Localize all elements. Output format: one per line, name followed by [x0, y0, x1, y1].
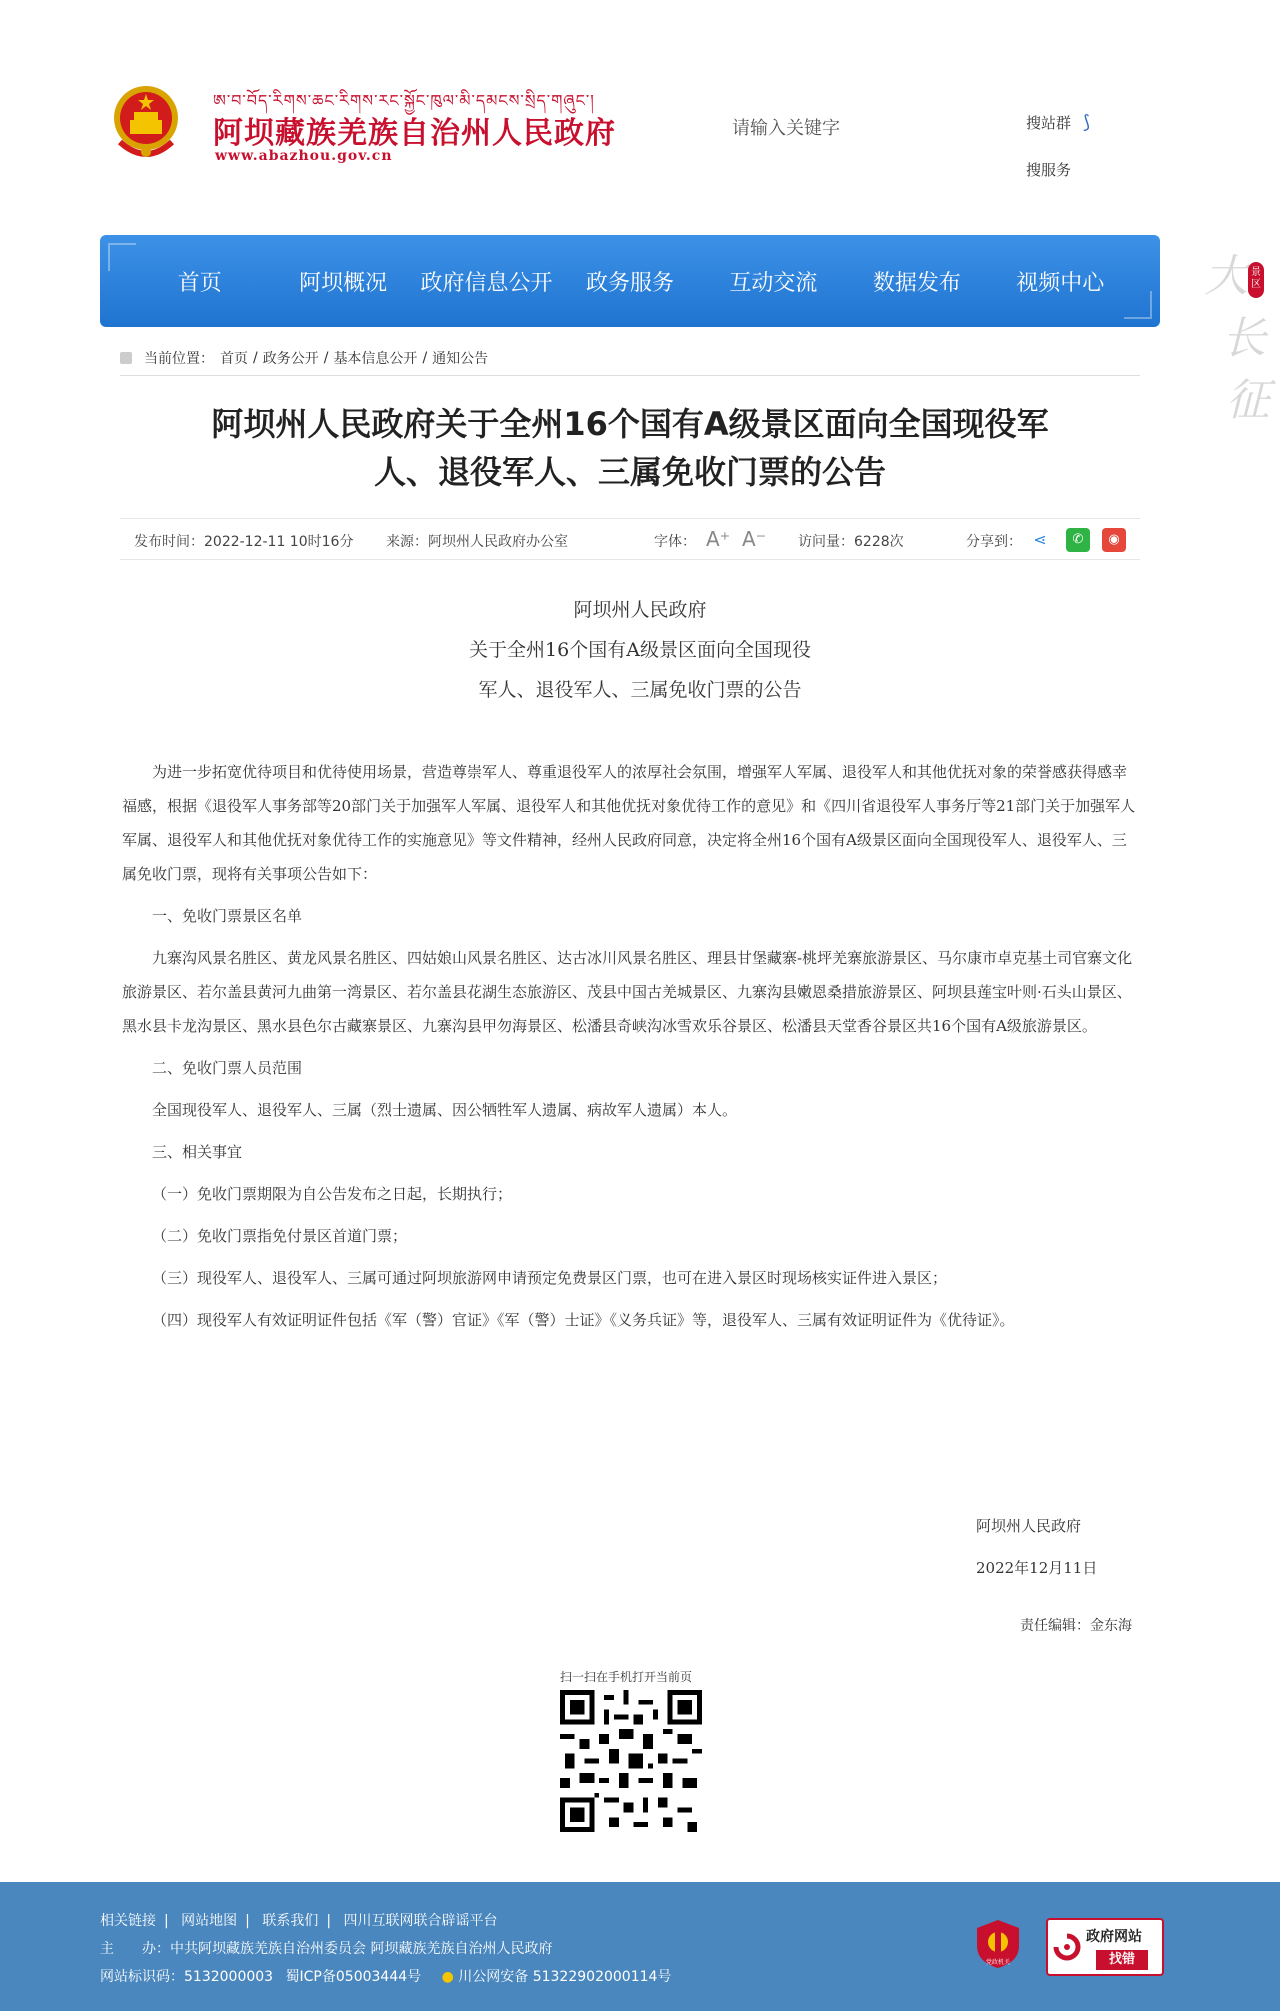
responsible-editor: 责任编辑：金东海	[1020, 1618, 1132, 1634]
body-paragraph: 为进一步拓宽优待项目和优待使用场景，营造尊崇军人、尊重退役军人的浓厚社会氛围，增强军人军属、退役军人和其他优抚对象的荣誉感获得感幸福感，根据《退役军人事务部等20部门关于加强军人军属、退役军人和其他优抚对象优待工作的意见》和《四川省退役军人事务厅等21部门关于加强军人军属、退役军人和其他优抚对象优待工作的实施意见》等文件精神，经州人民政府同意，决定将全州16个国有A级景区面向全国现役军人、退役军人、三属免收门票，现将有关事项公告如下：	[122, 763, 1136, 883]
body-paragraph: （二）免收门票指免付景区首道门票；	[152, 1227, 408, 1245]
qr-code-icon	[560, 1690, 702, 1832]
party-gov-badge-text: 党政机关	[985, 1959, 1011, 1966]
share-label: 分享到：	[966, 534, 1022, 550]
breadcrumb-separator: /	[253, 349, 258, 366]
police-record[interactable]: 川公网安备 51322902000114号	[458, 1969, 672, 1985]
decoration-char: 征	[1226, 375, 1270, 426]
nav-item-home[interactable]: 首页	[177, 270, 222, 296]
weibo-icon[interactable]: ◉	[1102, 528, 1126, 552]
nav-item-overview[interactable]: 阿坝概况	[299, 270, 388, 296]
share-icon[interactable]: ⋖	[1033, 530, 1047, 549]
search-icon[interactable]: ⟆	[1083, 112, 1091, 133]
font-decrease-button[interactable]: A⁻	[742, 527, 767, 551]
font-size-label: 字体：	[654, 534, 696, 550]
body-paragraph: 九寨沟风景名胜区、黄龙风景名胜区、四姑娘山风景名胜区、达古冰川风景名胜区、理县甘堡藏寨-桃坪羌寨旅游景区、马尔康市卓克基土司官寨文化旅游景区、若尔盖县黄河九曲第一湾景区、若尔盖县花湖生态旅游区、茂县中国古羌城景区、九寨沟县嫩恩桑措旅游景区、阿坝县莲宝叶则·石头山景区、黑水县卡龙沟景区、黑水县色尔古藏寨景区、九寨沟县甲勿海景区、松潘县奇峡沟冰雪欢乐谷景区、松潘县天堂香谷景区共16个国有A级旅游景区。	[122, 949, 1133, 1035]
gov-site-label: 政府网站	[1086, 1929, 1142, 1945]
visit-count: 访问量：6228次	[798, 534, 904, 550]
site-id: 网站标识码：5132000003	[100, 1969, 274, 1985]
document-heading-line: 关于全州16个国有A级景区面向全国现役	[469, 639, 811, 661]
site-title-tibetan: ཨ་བ་བོད་རིགས་ཆང་རིགས་རང་སྐྱོང་ཁུལ་མི་དམངས་སྲིད་གཞུང་།	[213, 91, 595, 110]
article-title	[140, 400, 1120, 496]
decoration-char: 大	[1204, 251, 1248, 302]
document-heading-line: 阿坝州人民政府	[573, 599, 707, 621]
footer-registration	[100, 1966, 671, 1986]
section-heading: 二、免收门票人员范围	[152, 1059, 303, 1077]
search-site-group-button[interactable]	[1026, 112, 1090, 133]
decoration-char: 长	[1222, 313, 1266, 364]
breadcrumb-separator: /	[422, 349, 428, 366]
section-heading: 一、免收门票景区名单	[152, 907, 303, 925]
search-service-button[interactable]: 搜服务	[1026, 161, 1072, 179]
footer-host: 主 办：中共阿坝藏族羌族自治州委员会 阿坝藏族羌族自治州人民政府	[100, 1941, 553, 1957]
police-badge-icon: ●	[441, 1969, 454, 1985]
document-heading	[200, 590, 1080, 710]
scenic-badge: 景区	[1248, 262, 1264, 298]
document-heading-line: 军人、退役军人、三属免收门票的公告	[478, 679, 802, 701]
breadcrumb-basic-info[interactable]: 基本信息公开	[333, 350, 418, 367]
signature-date: 2022年12月11日	[976, 1559, 1098, 1577]
location-icon	[120, 352, 132, 364]
article-title-line: 阿坝州人民政府关于全州16个国有A级景区面向全国现役军	[211, 405, 1049, 443]
breadcrumb-home[interactable]: 首页	[220, 350, 248, 367]
body-paragraph: （四）现役军人有效证明证件包括《军（警）官证》《军（警）士证》《义务兵证》等，退役军人、三属有效证明证件为《优待证》。	[152, 1311, 1015, 1329]
article-meta	[120, 518, 1140, 560]
footer-link-rumor[interactable]: 四川互联网联合辟谣平台	[343, 1913, 498, 1929]
site-title[interactable]: 阿坝藏族羌族自治州人民政府	[213, 116, 616, 151]
font-increase-button[interactable]: A⁺	[706, 527, 731, 551]
icp-record[interactable]: 蜀ICP备05003444号	[285, 1969, 422, 1985]
nav-item-interaction[interactable]: 互动交流	[729, 270, 818, 296]
breadcrumb-prefix: 当前位置：	[144, 350, 214, 367]
site-url[interactable]: www.abazhou.gov.cn	[215, 148, 393, 164]
nav-corner-ornament	[108, 243, 136, 271]
site-footer	[0, 1882, 1280, 2011]
breadcrumb	[120, 340, 1140, 376]
breadcrumb-gov-open[interactable]: 政务公开	[262, 350, 319, 367]
article-title-line: 人、退役军人、三属免收门票的公告	[373, 453, 886, 491]
footer-link-related[interactable]: 相关链接	[100, 1913, 156, 1929]
long-march-decoration[interactable]	[1196, 240, 1280, 440]
wechat-icon[interactable]: ✆	[1066, 528, 1090, 552]
publish-time: 发布时间：2022-12-11 10时16分	[134, 534, 354, 550]
nav-item-gov-info[interactable]: 政府信息公开	[420, 270, 553, 296]
signature-block	[976, 1505, 1097, 1589]
national-emblem-icon	[110, 82, 182, 162]
breadcrumb-notice[interactable]: 通知公告	[432, 350, 489, 367]
search-input[interactable]	[732, 110, 992, 146]
nav-corner-ornament	[1124, 291, 1152, 319]
nav-item-video[interactable]: 视频中心	[1016, 270, 1105, 296]
error-report-label: 找错	[1096, 1950, 1148, 1970]
article-body	[122, 755, 1138, 1345]
body-paragraph: （三）现役军人、退役军人、三属可通过阿坝旅游网申请预定免费景区门票，也可在进入景区时现场核实证件进入景区；	[152, 1269, 948, 1287]
nav-item-services[interactable]: 政务服务	[585, 270, 674, 296]
footer-link-sitemap[interactable]: 网站地图	[181, 1913, 238, 1929]
breadcrumb-separator: /	[323, 349, 329, 366]
search-site-group-label: 搜站群	[1026, 114, 1072, 132]
main-nav	[100, 235, 1160, 327]
section-heading: 三、相关事宜	[152, 1143, 243, 1161]
gov-site-error-report-button[interactable]	[1046, 1918, 1164, 1976]
article-source: 来源：阿坝州人民政府办公室	[386, 534, 568, 550]
error-report-icon	[1052, 1928, 1082, 1966]
footer-links: 相关链接 | 网站地图 | 联系我们 | 四川互联网联合辟谣平台	[100, 1913, 498, 1929]
nav-item-data[interactable]: 数据发布	[872, 270, 961, 296]
body-paragraph: 全国现役军人、退役军人、三属（烈士遗属、因公牺牲军人遗属、病故军人遗属）本人。	[152, 1101, 738, 1119]
site-header	[100, 70, 1200, 180]
qr-caption: 扫一扫在手机打开当前页	[560, 1670, 693, 1684]
footer-link-contact[interactable]: 联系我们	[262, 1913, 319, 1929]
party-gov-badge-icon[interactable]	[975, 1918, 1021, 1970]
signature: 阿坝州人民政府	[976, 1517, 1082, 1535]
body-paragraph: （一）免收门票期限为自公告发布之日起，长期执行；	[152, 1185, 513, 1203]
